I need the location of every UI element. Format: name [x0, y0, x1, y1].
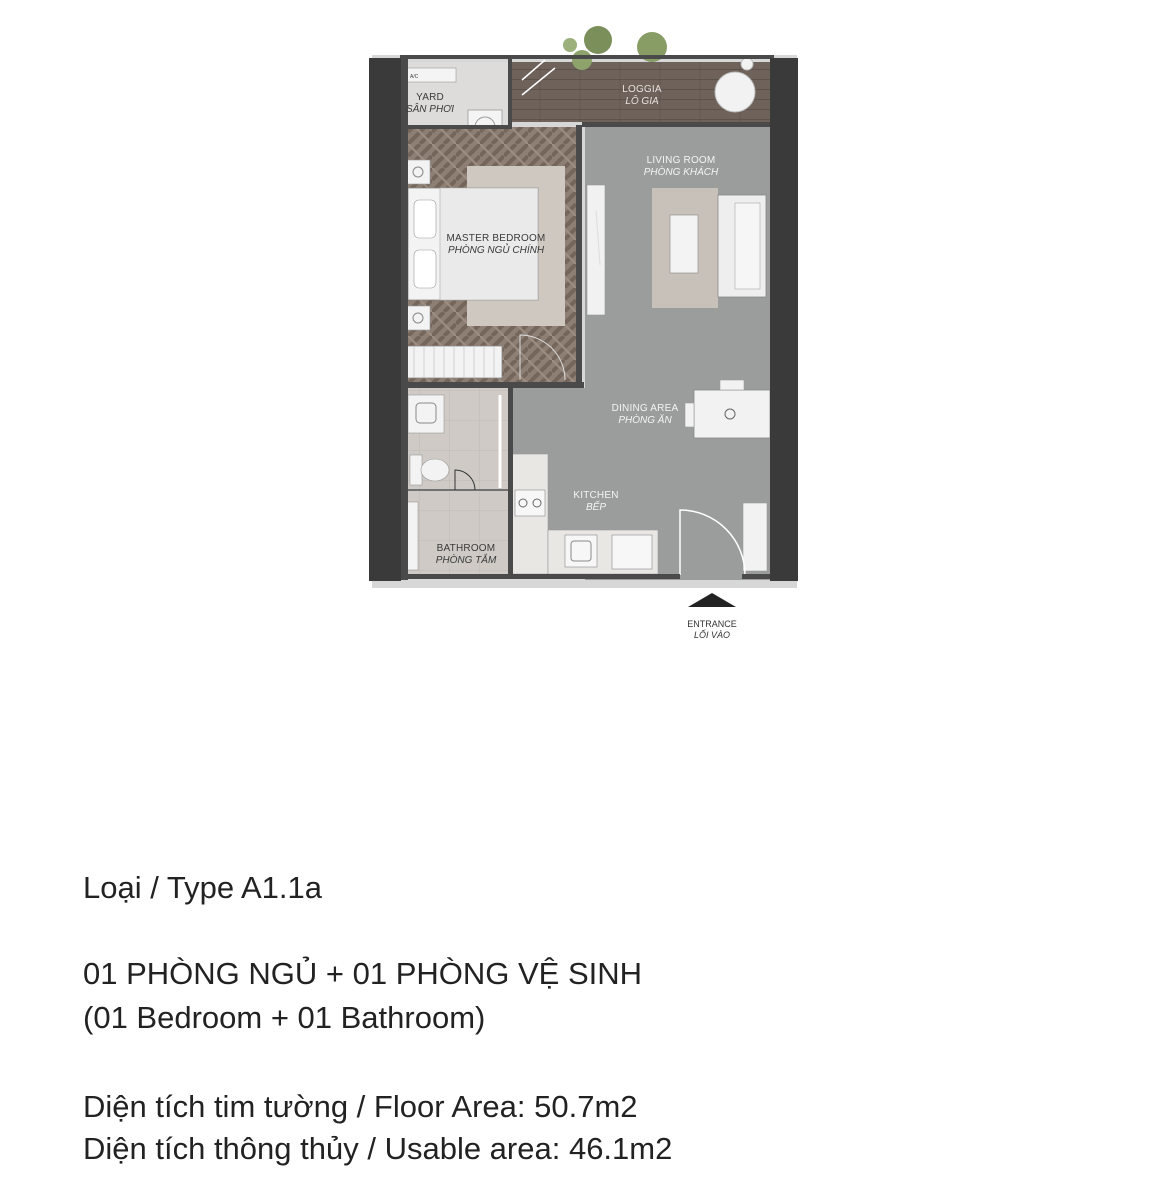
- exterior-column-right: [770, 58, 798, 581]
- dining-label-vi: PHÒNG ĂN: [618, 415, 672, 426]
- exterior-column-left: [369, 58, 401, 581]
- nightstand: [406, 306, 430, 330]
- dining-chair: [685, 403, 694, 427]
- yard-label-vi: SÂN PHƠI: [405, 104, 455, 115]
- entrance-label-en: ENTRANCE: [687, 619, 737, 629]
- plant-icon: [584, 26, 612, 54]
- living-label-en: LIVING ROOM: [646, 155, 716, 166]
- pillow-icon: [414, 250, 436, 288]
- master-bedroom-label-en: MASTER BEDROOM: [446, 233, 546, 244]
- dining-label-en: DINING AREA: [611, 403, 679, 414]
- rooms-en: (01 Bedroom + 01 Bathroom): [83, 1000, 486, 1035]
- shoe-cabinet: [743, 503, 767, 571]
- vanity-sink: [408, 395, 444, 433]
- master-bedroom-label-vi: PHÒNG NGỦ CHÍNH: [447, 245, 545, 256]
- plant-icon: [563, 38, 577, 52]
- toilet-icon: [410, 455, 422, 485]
- rooms-vi: 01 PHÒNG NGỦ + 01 PHÒNG VỆ SINH: [83, 956, 643, 991]
- round-chair-icon: [741, 58, 753, 70]
- tv-console: [587, 185, 605, 315]
- dining-chair: [720, 380, 744, 390]
- floor-area: Diện tích tim tường / Floor Area: 50.7m2: [83, 1089, 638, 1124]
- entrance-arrow-icon: [688, 593, 736, 607]
- kitchen-sink-icon: [565, 535, 597, 567]
- usable-area: Diện tích thông thủy / Usable area: 46.1m2: [83, 1131, 673, 1166]
- kitchen-label-vi: BẾP: [585, 502, 607, 513]
- nightstand: [406, 160, 430, 184]
- dining-table: [694, 390, 770, 438]
- unit-type: Loại / Type A1.1a: [83, 870, 323, 905]
- round-chair-icon: [715, 72, 755, 112]
- bathroom-label-vi: PHÒNG TẮM: [435, 555, 497, 566]
- kitchen-label-en: KITCHEN: [573, 490, 619, 501]
- bathroom-label-en: BATHROOM: [436, 543, 496, 554]
- yard-label-en: YARD: [416, 92, 444, 103]
- loggia-label-en: LOGGIA: [622, 84, 662, 95]
- pillow-icon: [414, 200, 436, 238]
- entrance-label-vi: LỐI VÀO: [693, 630, 731, 640]
- coffee-table: [670, 215, 698, 273]
- ac-label: A/C: [410, 74, 419, 80]
- fridge: [612, 535, 652, 569]
- plant-icon: [572, 50, 592, 70]
- living-label-vi: PHÒNG KHÁCH: [643, 167, 719, 178]
- loggia-label-vi: LÔ GIA: [625, 96, 659, 107]
